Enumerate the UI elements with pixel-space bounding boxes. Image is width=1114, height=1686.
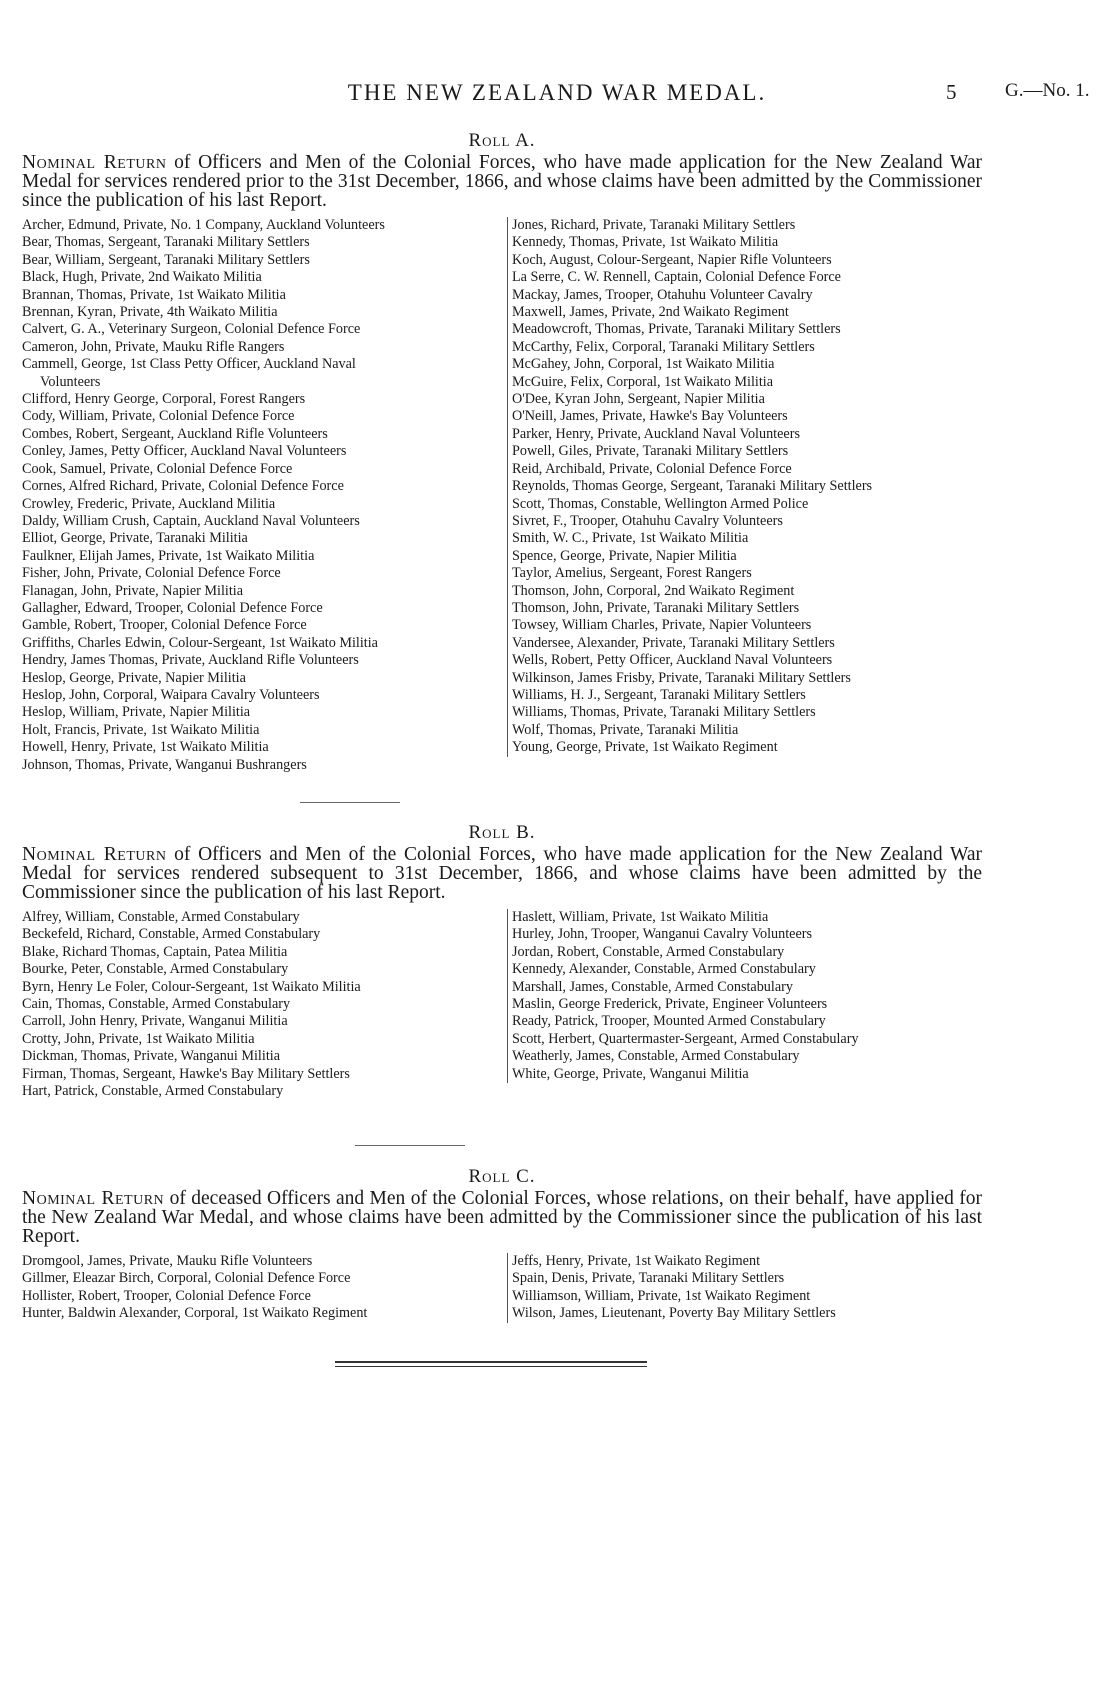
roll-entry: Howell, Henry, Private, 1st Waikato Militia [22, 739, 269, 756]
roll-entry: Cornes, Alfred Richard, Private, Colonial Defence Force [22, 478, 344, 495]
roll-entry: McGahey, John, Corporal, 1st Waikato Militia [512, 356, 775, 373]
roll-c-intro-lead: Nominal Return [22, 1188, 165, 1209]
roll-entry: Hendry, James Thomas, Private, Auckland Rifle Volunteers [22, 652, 359, 669]
roll-entry: Griffiths, Charles Edwin, Colour-Sergeant, 1st Waikato Militia [22, 634, 378, 651]
roll-b-title: Roll B. [468, 822, 536, 843]
roll-entry: Gamble, Robert, Trooper, Colonial Defence Force [22, 617, 307, 634]
roll-entry: Archer, Edmund, Private, No. 1 Company, Auckland Volunteers [22, 217, 385, 233]
roll-a-intro-lead: Nominal Return [22, 152, 167, 173]
roll-entry: McCarthy, Felix, Corporal, Taranaki Military Settlers [512, 338, 815, 355]
roll-entry: Koch, August, Colour-Sergeant, Napier Rifle Volunteers [512, 251, 832, 268]
roll-entry: La Serre, C. W. Rennell, Captain, Colonial Defence Force [512, 269, 841, 286]
roll-b-intro-text: of Officers and Men of the Colonial Forces, who have made application for the New Zealand War Medal for services rendered subsequent to 31st December, 1866, and whose claims have been admitted by the Commissioner since the publication of his last Report. [22, 844, 983, 903]
roll-entry: Meadowcroft, Thomas, Private, Taranaki Military Settlers [512, 321, 841, 338]
roll-entry: Brennan, Kyran, Private, 4th Waikato Militia [22, 304, 278, 321]
roll-a-intro [22, 153, 982, 210]
roll-entry: Daldy, William Crush, Captain, Auckland Naval Volunteers [22, 512, 360, 529]
roll-entry: Brannan, Thomas, Private, 1st Waikato Militia [22, 286, 286, 303]
roll-entry: Smith, W. C., Private, 1st Waikato Militia [512, 530, 749, 547]
roll-entry: Dickman, Thomas, Private, Wanganui Militia [22, 1048, 280, 1065]
roll-entry: Clifford, Henry George, Corporal, Forest Rangers [22, 391, 306, 408]
roll-entry: Parker, Henry, Private, Auckland Naval Volunteers [512, 425, 800, 442]
roll-entry: Dromgool, James, Private, Mauku Rifle Volunteers [22, 1253, 313, 1269]
roll-entry: Williamson, William, Private, 1st Waikato Regiment [512, 1287, 811, 1304]
roll-b-end-rule [355, 1145, 465, 1146]
roll-entry: Spence, George, Private, Napier Militia [512, 547, 737, 564]
roll-entry: Combes, Robert, Sergeant, Auckland Rifle Volunteers [22, 425, 328, 442]
roll-entry: O'Dee, Kyran John, Sergeant, Napier Militia [512, 391, 765, 408]
roll-entry: Johnson, Thomas, Private, Wanganui Bushrangers [22, 756, 307, 773]
roll-entry: Calvert, G. A., Veterinary Surgeon, Colonial Defence Force [22, 321, 361, 338]
roll-entry: Kennedy, Thomas, Private, 1st Waikato Militia [512, 234, 779, 251]
roll-entry: Faulkner, Elijah James, Private, 1st Waikato Militia [22, 547, 315, 564]
roll-entry: Holt, Francis, Private, 1st Waikato Militia [22, 721, 260, 738]
roll-entry: Spain, Denis, Private, Taranaki Military Settlers [512, 1270, 785, 1287]
roll-entry: McGuire, Felix, Corporal, 1st Waikato Militia [512, 373, 774, 390]
roll-entry: Fisher, John, Private, Colonial Defence Force [22, 565, 281, 582]
roll-b-section [22, 822, 983, 1100]
roll-entry: Sivret, F., Trooper, Otahuhu Cavalry Volunteers [512, 512, 783, 529]
roll-entry: Hart, Patrick, Constable, Armed Constabulary [22, 1083, 284, 1100]
roll-entry: Wells, Robert, Petty Officer, Auckland Naval Volunteers [512, 652, 833, 669]
roll-entry: Marshall, James, Constable, Armed Constabulary [512, 978, 793, 995]
roll-entry: Elliot, George, Private, Taranaki Militia [22, 530, 248, 547]
roll-entry: Hunter, Baldwin Alexander, Corporal, 1st Waikato Regiment [22, 1305, 368, 1322]
roll-entry: Thomson, John, Private, Taranaki Military Settlers [512, 599, 800, 616]
roll-entry: Kennedy, Alexander, Constable, Armed Constabulary [512, 961, 816, 978]
roll-entry: Taylor, Amelius, Sergeant, Forest Rangers [512, 565, 752, 582]
roll-entry: Scott, Thomas, Constable, Wellington Armed Police [512, 495, 809, 512]
roll-entry: Firman, Thomas, Sergeant, Hawke's Bay Military Settlers [22, 1065, 350, 1082]
roll-entry: Alfrey, William, Constable, Armed Constabulary [22, 909, 300, 925]
roll-entry: Towsey, William Charles, Private, Napier Volunteers [512, 617, 812, 634]
roll-a-left-column [22, 217, 385, 774]
roll-entry: Cody, William, Private, Colonial Defence Force [22, 408, 295, 425]
roll-entry: Crowley, Frederic, Private, Auckland Militia [22, 495, 276, 512]
roll-entry: Jeffs, Henry, Private, 1st Waikato Regiment [512, 1253, 761, 1269]
roll-b-intro [22, 845, 982, 902]
roll-entry: White, George, Private, Wanganui Militia [512, 1065, 749, 1082]
roll-entry: Volunteers [40, 373, 101, 390]
closing-double-rule-bottom [335, 1366, 647, 1367]
roll-entry: Bear, Thomas, Sergeant, Taranaki Military Settlers [22, 234, 310, 251]
roll-entry: Powell, Giles, Private, Taranaki Military Settlers [512, 443, 789, 460]
document-reference: G.—No. 1. [1005, 80, 1090, 101]
roll-entry: Hurley, John, Trooper, Wanganui Cavalry Volunteers [512, 926, 813, 943]
roll-entry: Gillmer, Eleazar Birch, Corporal, Colonial Defence Force [22, 1270, 351, 1287]
roll-c-intro-text: of deceased Officers and Men of the Colonial Forces, whose relations, on their behalf, have applied for the New Zealand War Medal, and whose claims have been admitted by the Commissioner since the publication of his last Report. [22, 1188, 983, 1247]
roll-entry: Crotty, John, Private, 1st Waikato Militia [22, 1030, 255, 1047]
roll-entry: Beckefeld, Richard, Constable, Armed Constabulary [22, 926, 321, 943]
roll-b-left-column [22, 909, 361, 1100]
roll-entry: Black, Hugh, Private, 2nd Waikato Militia [22, 269, 262, 286]
roll-entry: Reid, Archibald, Private, Colonial Defence Force [512, 460, 792, 477]
roll-entry: Wilkinson, James Frisby, Private, Taranaki Military Settlers [512, 669, 851, 686]
roll-a-right-column [507, 217, 872, 757]
roll-entry: Vandersee, Alexander, Private, Taranaki Military Settlers [512, 634, 835, 651]
roll-entry: Williams, Thomas, Private, Taranaki Military Settlers [512, 704, 816, 721]
roll-entry: Byrn, Henry Le Foler, Colour-Sergeant, 1st Waikato Militia [22, 978, 361, 995]
roll-entry: Hollister, Robert, Trooper, Colonial Defence Force [22, 1287, 311, 1304]
roll-entry: Carroll, John Henry, Private, Wanganui Militia [22, 1013, 288, 1030]
roll-entry: Young, George, Private, 1st Waikato Regiment [512, 739, 778, 756]
roll-a-intro-text: of Officers and Men of the Colonial Forces, who have made application for the New Zealand War Medal for services rendered prior to the 31st December, 1866, and whose claims have been admitted by the Commissioner since the publication of his last Report. [22, 152, 983, 211]
roll-entry: Jordan, Robert, Constable, Armed Constabulary [512, 943, 785, 960]
page-header [0, 80, 1114, 106]
roll-entry: Wilson, James, Lieutenant, Poverty Bay Military Settlers [512, 1305, 836, 1322]
roll-entry: Jones, Richard, Private, Taranaki Military Settlers [512, 217, 796, 233]
roll-b-intro-lead: Nominal Return [22, 844, 167, 865]
roll-a-title: Roll A. [468, 130, 536, 151]
roll-entry: Mackay, James, Trooper, Otahuhu Volunteer Cavalry [512, 286, 813, 303]
roll-entry: Flanagan, John, Private, Napier Militia [22, 582, 244, 599]
closing-double-rule-top [335, 1361, 647, 1363]
roll-entry: Heslop, George, Private, Napier Militia [22, 669, 246, 686]
roll-b-right-column [507, 909, 859, 1083]
roll-entry: Maxwell, James, Private, 2nd Waikato Regiment [512, 304, 789, 321]
roll-entry: Gallagher, Edward, Trooper, Colonial Defence Force [22, 599, 323, 616]
roll-entry: Bear, William, Sergeant, Taranaki Military Settlers [22, 251, 310, 268]
roll-entry: Cammell, George, 1st Class Petty Officer, Auckland Naval [22, 356, 356, 373]
roll-entry: Williams, H. J., Sergeant, Taranaki Military Settlers [512, 686, 806, 703]
roll-entry: Maslin, George Frederick, Private, Engineer Volunteers [512, 996, 828, 1013]
roll-entry: Ready, Patrick, Trooper, Mounted Armed Constabulary [512, 1013, 826, 1030]
roll-entry: Bourke, Peter, Constable, Armed Constabulary [22, 961, 289, 978]
roll-entry: Haslett, William, Private, 1st Waikato Militia [512, 909, 769, 925]
roll-a-section [22, 130, 983, 773]
roll-entry: Scott, Herbert, Quartermaster-Sergeant, Armed Constabulary [512, 1030, 859, 1047]
roll-entry: Heslop, William, Private, Napier Militia [22, 704, 251, 721]
roll-entry: Conley, James, Petty Officer, Auckland Naval Volunteers [22, 443, 347, 460]
roll-entry: Cameron, John, Private, Mauku Rifle Rangers [22, 338, 285, 355]
roll-entry: O'Neill, James, Private, Hawke's Bay Volunteers [512, 408, 788, 425]
roll-entry: Wolf, Thomas, Private, Taranaki Militia [512, 721, 739, 738]
roll-entry: Heslop, John, Corporal, Waipara Cavalry Volunteers [22, 686, 320, 703]
page-number: 5 [946, 80, 957, 104]
roll-entry: Reynolds, Thomas George, Sergeant, Taranaki Military Settlers [512, 478, 873, 495]
roll-entry: Cook, Samuel, Private, Colonial Defence Force [22, 460, 293, 477]
roll-c-section [22, 1166, 983, 1322]
roll-a-end-rule [300, 802, 400, 803]
page-title: THE NEW ZEALAND WAR MEDAL. [347, 80, 767, 105]
roll-entry: Blake, Richard Thomas, Captain, Patea Militia [22, 943, 288, 960]
roll-entry: Weatherly, James, Constable, Armed Constabulary [512, 1048, 800, 1065]
roll-entry: Cain, Thomas, Constable, Armed Constabulary [22, 996, 291, 1013]
roll-c-intro [22, 1189, 982, 1246]
roll-c-right-column [507, 1253, 836, 1323]
roll-c-title: Roll C. [468, 1166, 536, 1187]
roll-c-left-column [22, 1253, 367, 1323]
roll-entry: Thomson, John, Corporal, 2nd Waikato Regiment [512, 582, 795, 599]
